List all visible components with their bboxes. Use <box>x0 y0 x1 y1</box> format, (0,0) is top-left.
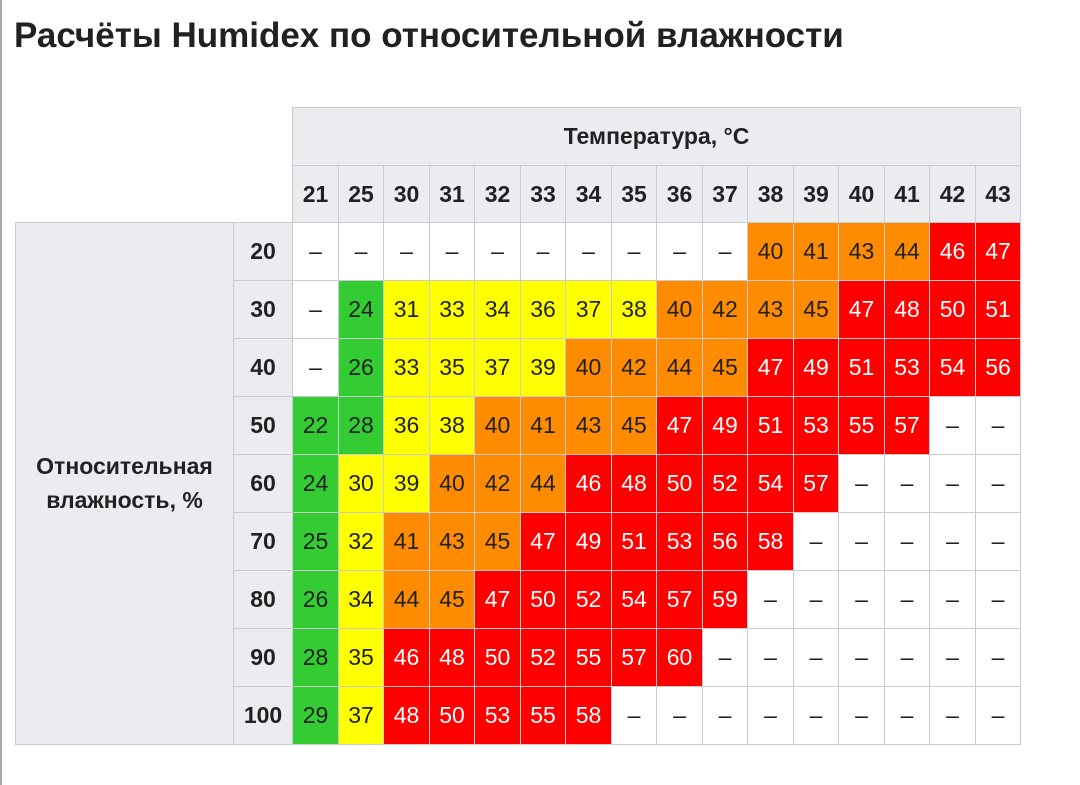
humidex-cell: 46 <box>566 455 612 513</box>
humidex-cell: 43 <box>430 513 475 571</box>
temperature-column-header: 39 <box>794 166 839 223</box>
humidex-cell: 48 <box>384 687 430 745</box>
humidex-cell: – <box>293 281 339 339</box>
humidex-cell: – <box>748 571 794 629</box>
humidex-cell: 57 <box>794 455 839 513</box>
humidex-cell: – <box>930 455 976 513</box>
humidex-cell: – <box>703 629 748 687</box>
humidex-cell: – <box>930 571 976 629</box>
humidex-cell: 47 <box>657 397 703 455</box>
humidex-cell: 50 <box>930 281 976 339</box>
humidex-cell: 39 <box>384 455 430 513</box>
humidex-cell: – <box>930 513 976 571</box>
humidex-cell: 41 <box>521 397 566 455</box>
humidity-row-header: 80 <box>234 571 293 629</box>
humidex-cell: 35 <box>430 339 475 397</box>
humidex-cell: 32 <box>339 513 384 571</box>
temperature-column-header: 25 <box>339 166 384 223</box>
humidex-cell: 46 <box>384 629 430 687</box>
humidex-cell: 45 <box>703 339 748 397</box>
humidex-cell: 47 <box>521 513 566 571</box>
humidex-cell: 47 <box>748 339 794 397</box>
humidex-cell: 42 <box>612 339 657 397</box>
humidex-cell: 53 <box>657 513 703 571</box>
humidex-cell: 49 <box>794 339 839 397</box>
humidex-cell: – <box>885 513 930 571</box>
humidex-cell: 37 <box>475 339 521 397</box>
humidex-cell: 45 <box>794 281 839 339</box>
humidex-cell: 41 <box>384 513 430 571</box>
humidex-cell: 39 <box>521 339 566 397</box>
humidex-cell: 44 <box>885 223 930 281</box>
humidex-cell: 35 <box>339 629 384 687</box>
humidex-cell: 52 <box>703 455 748 513</box>
humidex-cell: – <box>339 223 384 281</box>
humidex-cell: – <box>657 223 703 281</box>
humidex-cell: 43 <box>748 281 794 339</box>
humidex-cell: 29 <box>293 687 339 745</box>
humidex-cell: 57 <box>885 397 930 455</box>
humidex-cell: 52 <box>566 571 612 629</box>
humidex-cell: 47 <box>475 571 521 629</box>
humidex-cell: 40 <box>566 339 612 397</box>
humidex-cell: – <box>612 687 657 745</box>
humidex-cell: 36 <box>521 281 566 339</box>
humidex-cell: 40 <box>748 223 794 281</box>
humidex-cell: 22 <box>293 397 339 455</box>
humidity-row-header: 40 <box>234 339 293 397</box>
humidex-cell: 50 <box>657 455 703 513</box>
humidex-cell: 40 <box>475 397 521 455</box>
humidex-cell: – <box>976 397 1021 455</box>
humidex-cell: 53 <box>885 339 930 397</box>
humidex-cell: 33 <box>384 339 430 397</box>
humidex-cell: – <box>521 223 566 281</box>
humidex-cell: – <box>885 629 930 687</box>
humidity-row-header: 90 <box>234 629 293 687</box>
humidex-cell: – <box>293 339 339 397</box>
humidex-cell: 26 <box>339 339 384 397</box>
humidex-cell: – <box>794 513 839 571</box>
humidity-row-header: 70 <box>234 513 293 571</box>
humidex-cell: – <box>657 687 703 745</box>
humidex-cell: – <box>930 629 976 687</box>
humidex-cell: 31 <box>384 281 430 339</box>
temperature-column-header: 33 <box>521 166 566 223</box>
humidex-cell: 55 <box>839 397 885 455</box>
humidex-cell: 26 <box>293 571 339 629</box>
humidex-cell: 48 <box>430 629 475 687</box>
humidex-cell: 34 <box>475 281 521 339</box>
humidex-cell: 44 <box>384 571 430 629</box>
humidex-cell: 42 <box>703 281 748 339</box>
temperature-column-header: 38 <box>748 166 794 223</box>
humidex-cell: – <box>794 571 839 629</box>
humidex-cell: 45 <box>612 397 657 455</box>
humidex-cell: 58 <box>748 513 794 571</box>
humidity-row-header: 20 <box>234 223 293 281</box>
humidex-cell: 51 <box>839 339 885 397</box>
humidex-cell: 25 <box>293 513 339 571</box>
humidex-cell: – <box>839 687 885 745</box>
humidex-cell: 47 <box>976 223 1021 281</box>
humidex-cell: 56 <box>976 339 1021 397</box>
humidex-cell: 55 <box>521 687 566 745</box>
temperature-column-header: 40 <box>839 166 885 223</box>
humidex-cell: 40 <box>657 281 703 339</box>
humidex-cell: 37 <box>339 687 384 745</box>
humidex-cell: – <box>976 629 1021 687</box>
humidex-cell: – <box>885 455 930 513</box>
humidex-cell: – <box>748 629 794 687</box>
humidex-cell: 41 <box>794 223 839 281</box>
temperature-column-header: 31 <box>430 166 475 223</box>
humidex-cell: – <box>976 455 1021 513</box>
humidex-cell: 38 <box>430 397 475 455</box>
humidex-cell: 55 <box>566 629 612 687</box>
humidex-cell: – <box>566 223 612 281</box>
humidex-cell: – <box>794 629 839 687</box>
humidex-cell: 47 <box>839 281 885 339</box>
humidex-cell: – <box>748 687 794 745</box>
temperature-column-header: 41 <box>885 166 930 223</box>
empty-corner <box>16 166 293 223</box>
humidex-cell: 33 <box>430 281 475 339</box>
humidex-cell: 45 <box>430 571 475 629</box>
humidex-cell: – <box>384 223 430 281</box>
humidex-cell: 43 <box>566 397 612 455</box>
humidex-cell: 54 <box>612 571 657 629</box>
humidex-cell: – <box>885 571 930 629</box>
temperature-column-header: 34 <box>566 166 612 223</box>
temperature-header: Температура, °C <box>293 108 1021 166</box>
humidity-row-header: 50 <box>234 397 293 455</box>
page-left-border <box>0 0 2 785</box>
humidex-cell: 49 <box>566 513 612 571</box>
humidex-cell: 48 <box>612 455 657 513</box>
humidex-cell: – <box>475 223 521 281</box>
humidex-cell: 60 <box>657 629 703 687</box>
humidex-cell: 53 <box>794 397 839 455</box>
humidex-cell: – <box>293 223 339 281</box>
empty-corner <box>16 108 293 166</box>
humidex-cell: 49 <box>703 397 748 455</box>
humidex-cell: 51 <box>612 513 657 571</box>
humidex-cell: – <box>976 687 1021 745</box>
humidex-cell: 53 <box>475 687 521 745</box>
humidity-row-header: 60 <box>234 455 293 513</box>
humidex-cell: – <box>976 513 1021 571</box>
humidity-row-header: 100 <box>234 687 293 745</box>
humidex-cell: 45 <box>475 513 521 571</box>
temperature-column-header: 43 <box>976 166 1021 223</box>
humidex-cell: 57 <box>612 629 657 687</box>
humidex-cell: – <box>794 687 839 745</box>
humidex-cell: 50 <box>521 571 566 629</box>
humidex-cell: 54 <box>748 455 794 513</box>
humidex-cell: 40 <box>430 455 475 513</box>
humidex-cell: – <box>703 687 748 745</box>
humidex-cell: – <box>839 571 885 629</box>
humidex-cell: 50 <box>475 629 521 687</box>
temperature-column-header: 30 <box>384 166 430 223</box>
temperature-column-header: 42 <box>930 166 976 223</box>
humidex-cell: 51 <box>748 397 794 455</box>
humidex-cell: – <box>976 571 1021 629</box>
humidex-cell: 36 <box>384 397 430 455</box>
humidex-cell: 44 <box>521 455 566 513</box>
humidity-row-header: 30 <box>234 281 293 339</box>
humidex-cell: 46 <box>930 223 976 281</box>
table-row <box>16 223 1021 281</box>
humidex-cell: 24 <box>339 281 384 339</box>
humidex-cell: 59 <box>703 571 748 629</box>
humidex-cell: 30 <box>339 455 384 513</box>
humidex-cell: 42 <box>475 455 521 513</box>
humidex-cell: – <box>930 397 976 455</box>
humidex-cell: 57 <box>657 571 703 629</box>
temperature-column-header: 37 <box>703 166 748 223</box>
humidex-cell: 34 <box>339 571 384 629</box>
humidex-cell: – <box>930 687 976 745</box>
temperature-column-header: 35 <box>612 166 657 223</box>
humidex-cell: – <box>839 513 885 571</box>
temperature-column-header: 32 <box>475 166 521 223</box>
humidex-cell: 51 <box>976 281 1021 339</box>
humidex-cell: – <box>612 223 657 281</box>
humidex-cell: 38 <box>612 281 657 339</box>
humidex-cell: 50 <box>430 687 475 745</box>
humidex-cell: 48 <box>885 281 930 339</box>
humidex-cell: – <box>839 629 885 687</box>
humidex-cell: 24 <box>293 455 339 513</box>
humidex-table <box>15 107 1021 745</box>
humidity-header: Относительная влажность, % <box>16 223 234 745</box>
humidex-cell: 37 <box>566 281 612 339</box>
humidex-cell: 28 <box>293 629 339 687</box>
temperature-column-header: 36 <box>657 166 703 223</box>
temperature-column-header: 21 <box>293 166 339 223</box>
humidex-cell: 43 <box>839 223 885 281</box>
humidex-cell: 28 <box>339 397 384 455</box>
humidex-cell: – <box>885 687 930 745</box>
humidex-cell: – <box>839 455 885 513</box>
humidex-cell: – <box>430 223 475 281</box>
humidex-cell: – <box>703 223 748 281</box>
humidex-cell: 52 <box>521 629 566 687</box>
page-title: Расчёты Humidex по относительной влажности <box>14 16 844 55</box>
humidex-cell: 54 <box>930 339 976 397</box>
humidex-cell: 56 <box>703 513 748 571</box>
humidex-cell: 44 <box>657 339 703 397</box>
humidex-cell: 58 <box>566 687 612 745</box>
